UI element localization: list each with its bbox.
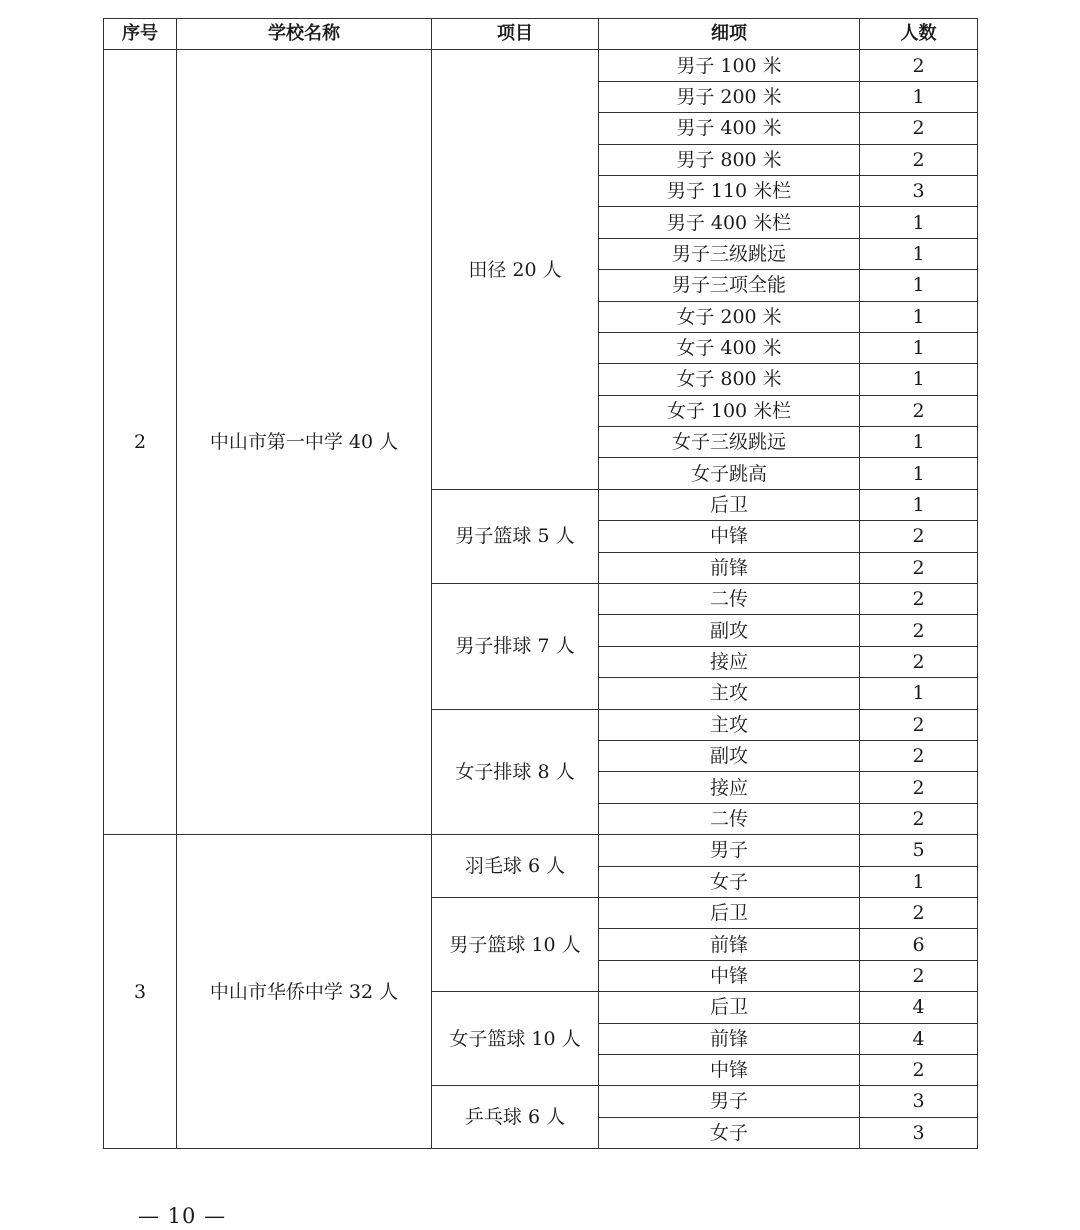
detail-cell: 接应 (599, 772, 860, 803)
count-cell: 2 (860, 615, 978, 646)
detail-cell: 中锋 (599, 1054, 860, 1085)
count-cell: 3 (860, 1117, 978, 1148)
count-cell: 2 (860, 740, 978, 771)
detail-cell: 二传 (599, 803, 860, 834)
header-school-name: 学校名称 (177, 19, 432, 50)
project-cell: 羽毛球 6 人 (432, 835, 599, 898)
table-row (104, 835, 978, 866)
detail-cell: 前锋 (599, 929, 860, 960)
project-cell: 女子排球 8 人 (432, 709, 599, 835)
detail-cell: 女子三级跳远 (599, 427, 860, 458)
school-seq-cell: 2 (104, 50, 177, 835)
project-cell: 女子篮球 10 人 (432, 992, 599, 1086)
count-cell: 2 (860, 552, 978, 583)
header-project: 项目 (432, 19, 599, 50)
count-cell: 2 (860, 709, 978, 740)
detail-cell: 后卫 (599, 992, 860, 1023)
count-cell: 1 (860, 270, 978, 301)
project-cell: 男子排球 7 人 (432, 584, 599, 710)
detail-cell: 接应 (599, 646, 860, 677)
detail-cell: 前锋 (599, 1023, 860, 1054)
detail-cell: 男子 110 米栏 (599, 175, 860, 206)
count-cell: 3 (860, 1086, 978, 1117)
detail-cell: 男子 (599, 1086, 860, 1117)
count-cell: 1 (860, 458, 978, 489)
detail-cell: 中锋 (599, 521, 860, 552)
detail-cell: 女子 (599, 866, 860, 897)
count-cell: 2 (860, 395, 978, 426)
detail-cell: 男子 800 米 (599, 144, 860, 175)
count-cell: 1 (860, 207, 978, 238)
project-cell: 男子篮球 5 人 (432, 489, 599, 583)
count-cell: 1 (860, 301, 978, 332)
count-cell: 2 (860, 584, 978, 615)
roster-body (104, 50, 978, 1149)
table-row (104, 50, 978, 81)
detail-cell: 主攻 (599, 709, 860, 740)
detail-cell: 中锋 (599, 960, 860, 991)
count-cell: 2 (860, 803, 978, 834)
detail-cell: 副攻 (599, 615, 860, 646)
detail-cell: 男子三项全能 (599, 270, 860, 301)
count-cell: 2 (860, 897, 978, 928)
count-cell: 2 (860, 144, 978, 175)
count-cell: 2 (860, 521, 978, 552)
detail-cell: 后卫 (599, 489, 860, 520)
count-cell: 1 (860, 866, 978, 897)
detail-cell: 女子 400 米 (599, 332, 860, 363)
detail-cell: 男子 400 米栏 (599, 207, 860, 238)
count-cell: 2 (860, 772, 978, 803)
count-cell: 2 (860, 646, 978, 677)
header-seq: 序号 (104, 19, 177, 50)
count-cell: 1 (860, 238, 978, 269)
count-cell: 2 (860, 113, 978, 144)
detail-cell: 二传 (599, 584, 860, 615)
count-cell: 1 (860, 678, 978, 709)
count-cell: 6 (860, 929, 978, 960)
count-cell: 1 (860, 489, 978, 520)
detail-cell: 男子三级跳远 (599, 238, 860, 269)
project-cell: 乒乓球 6 人 (432, 1086, 599, 1149)
detail-cell: 女子 200 米 (599, 301, 860, 332)
count-cell: 5 (860, 835, 978, 866)
school-seq-cell: 3 (104, 835, 177, 1149)
school-name-cell: 中山市第一中学 40 人 (177, 50, 432, 835)
header-detail: 细项 (599, 19, 860, 50)
count-cell: 2 (860, 960, 978, 991)
count-cell: 2 (860, 1054, 978, 1085)
header-row (104, 19, 978, 50)
school-name-cell: 中山市华侨中学 32 人 (177, 835, 432, 1149)
count-cell: 1 (860, 427, 978, 458)
header-count: 人数 (860, 19, 978, 50)
count-cell: 2 (860, 50, 978, 81)
detail-cell: 男子 200 米 (599, 81, 860, 112)
detail-cell: 女子 (599, 1117, 860, 1148)
count-cell: 1 (860, 332, 978, 363)
detail-cell: 后卫 (599, 897, 860, 928)
detail-cell: 女子跳高 (599, 458, 860, 489)
detail-cell: 女子 100 米栏 (599, 395, 860, 426)
count-cell: 4 (860, 1023, 978, 1054)
detail-cell: 副攻 (599, 740, 860, 771)
count-cell: 3 (860, 175, 978, 206)
detail-cell: 男子 400 米 (599, 113, 860, 144)
detail-cell: 女子 800 米 (599, 364, 860, 395)
detail-cell: 前锋 (599, 552, 860, 583)
count-cell: 4 (860, 992, 978, 1023)
count-cell: 1 (860, 364, 978, 395)
roster-table (103, 18, 978, 1149)
count-cell: 1 (860, 81, 978, 112)
project-cell: 田径 20 人 (432, 50, 599, 489)
detail-cell: 男子 (599, 835, 860, 866)
detail-cell: 男子 100 米 (599, 50, 860, 81)
detail-cell: 主攻 (599, 678, 860, 709)
page-number: — 10 — (138, 1204, 227, 1228)
project-cell: 男子篮球 10 人 (432, 897, 599, 991)
